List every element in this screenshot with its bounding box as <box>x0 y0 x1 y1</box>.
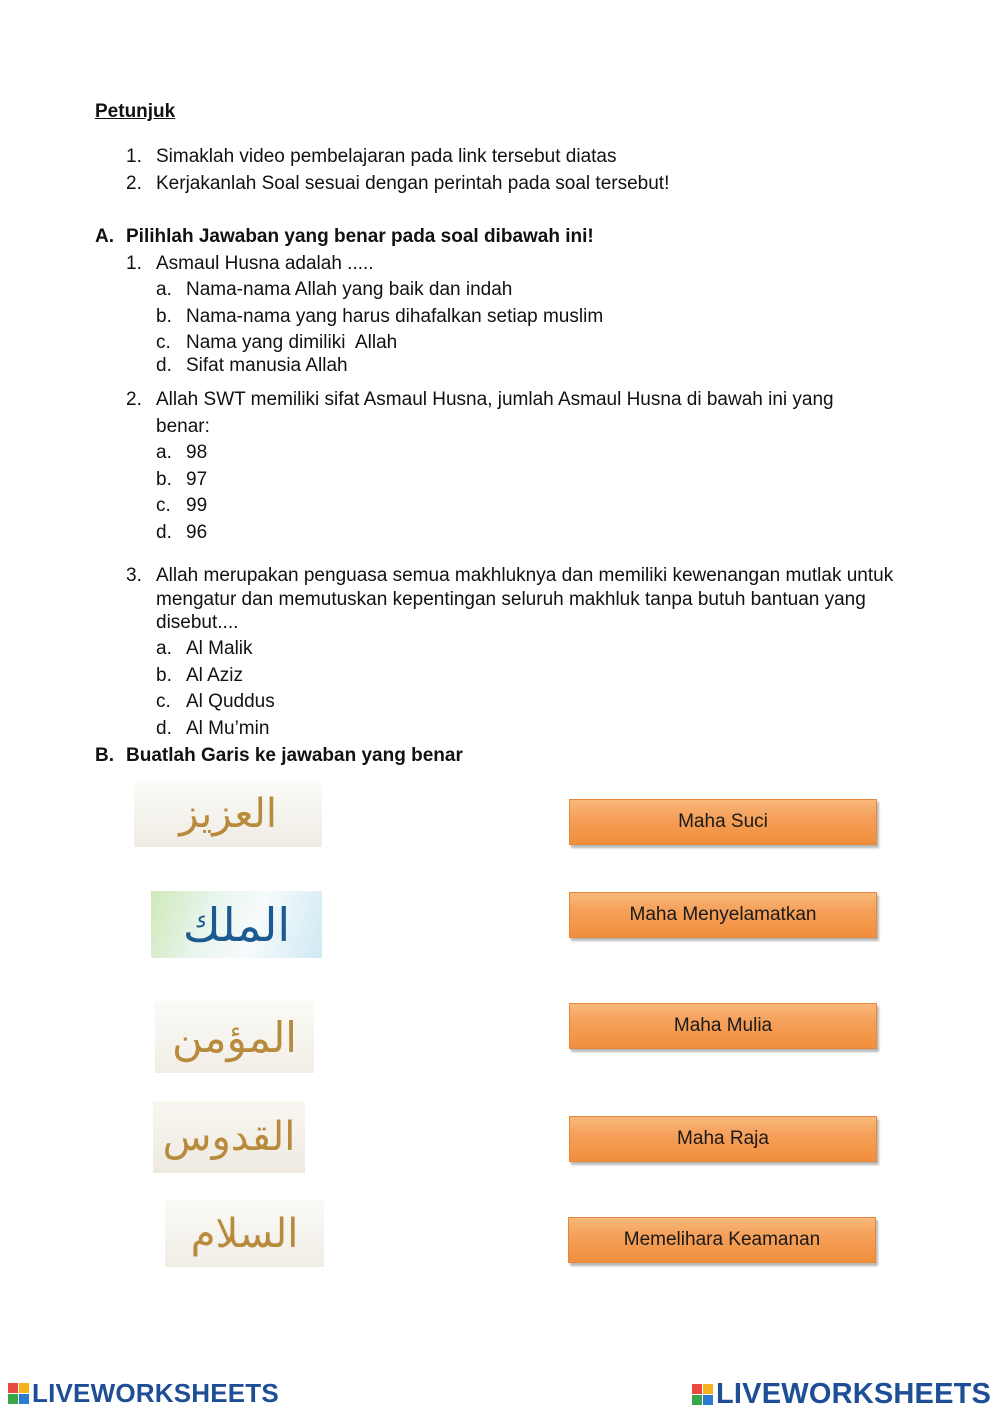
option-letter: a. <box>156 279 172 300</box>
option-text: 98 <box>186 442 208 463</box>
liveworksheets-logo-icon <box>8 1383 29 1404</box>
answer-box-maha-mulia[interactable]: Maha Mulia <box>569 1003 877 1049</box>
answer-box-memelihara-keamanan[interactable]: Memelihara Keamanan <box>568 1217 876 1263</box>
section-a-letter: A. <box>95 226 114 247</box>
option-letter: a. <box>156 442 172 463</box>
question-text: mengatur dan memutuskan kepentingan seluruh makhluk tanpa butuh bantuan yang <box>156 589 866 610</box>
question-number: 2. <box>126 389 142 410</box>
option-text: Sifat manusia Allah <box>186 355 348 376</box>
arabic-card-al-malik[interactable]: الملك <box>151 891 322 958</box>
instruction-number: 2. <box>126 173 142 194</box>
section-b-letter: B. <box>95 745 114 766</box>
question-number: 1. <box>126 253 142 274</box>
option-text: Al Mu’min <box>186 718 270 739</box>
instruction-text: Simaklah video pembelajaran pada link tersebut diatas <box>156 146 617 167</box>
option-text: Al Malik <box>186 638 253 659</box>
option-text: Nama yang dimiliki Allah <box>186 332 398 353</box>
option-letter: c. <box>156 332 171 353</box>
option-text: 99 <box>186 495 208 516</box>
arabic-card-al-quddus[interactable]: القدوس <box>153 1101 305 1173</box>
liveworksheets-logo-icon <box>692 1384 713 1405</box>
question-text: Allah SWT memiliki sifat Asmaul Husna, jumlah Asmaul Husna di bawah ini yang <box>156 389 834 410</box>
option-letter: d. <box>156 522 172 543</box>
instructions-heading: Petunjuk <box>95 101 176 122</box>
option-text: Nama-nama yang harus dihafalkan setiap muslim <box>186 306 604 327</box>
option-letter: b. <box>156 665 172 686</box>
option-letter: a. <box>156 638 172 659</box>
option-text: 97 <box>186 469 208 490</box>
liveworksheets-brand-text: LIVEWORKSHEETS <box>716 1378 992 1410</box>
option-letter: b. <box>156 469 172 490</box>
question-text: disebut.... <box>156 612 239 633</box>
option-letter: c. <box>156 691 171 712</box>
instruction-number: 1. <box>126 146 142 167</box>
answer-box-maha-menyelamatkan[interactable]: Maha Menyelamatkan <box>569 892 877 938</box>
answer-box-maha-suci[interactable]: Maha Suci <box>569 799 877 845</box>
option-letter: c. <box>156 495 171 516</box>
answer-box-maha-raja[interactable]: Maha Raja <box>569 1116 877 1162</box>
option-text: 96 <box>186 522 208 543</box>
option-text: Al Aziz <box>186 665 244 686</box>
arabic-card-al-aziz[interactable]: العزيز <box>134 781 322 847</box>
arabic-card-as-salam[interactable]: السلام <box>165 1200 324 1267</box>
question-text: Asmaul Husna adalah ..... <box>156 253 374 274</box>
option-text: Al Quddus <box>186 691 275 712</box>
question-text: Allah merupakan penguasa semua makhluknya dan memiliki kewenangan mutlak untuk <box>156 565 894 586</box>
option-letter: d. <box>156 355 172 376</box>
option-letter: b. <box>156 306 172 327</box>
option-text: Nama-nama Allah yang baik dan indah <box>186 279 513 300</box>
section-b-title: Buatlah Garis ke jawaban yang benar <box>126 745 463 766</box>
section-a-title: Pilihlah Jawaban yang benar pada soal dibawah ini! <box>126 226 594 247</box>
liveworksheets-brand-text: LIVEWORKSHEETS <box>32 1378 279 1408</box>
instruction-text: Kerjakanlah Soal sesuai dengan perintah pada soal tersebut! <box>156 173 670 194</box>
arabic-card-al-mumin[interactable]: المؤمن <box>155 1001 314 1073</box>
liveworksheets-logo-right <box>692 1378 991 1411</box>
question-text: benar: <box>156 416 210 437</box>
question-number: 3. <box>126 565 142 586</box>
liveworksheets-logo-left <box>8 1378 279 1409</box>
option-letter: d. <box>156 718 172 739</box>
